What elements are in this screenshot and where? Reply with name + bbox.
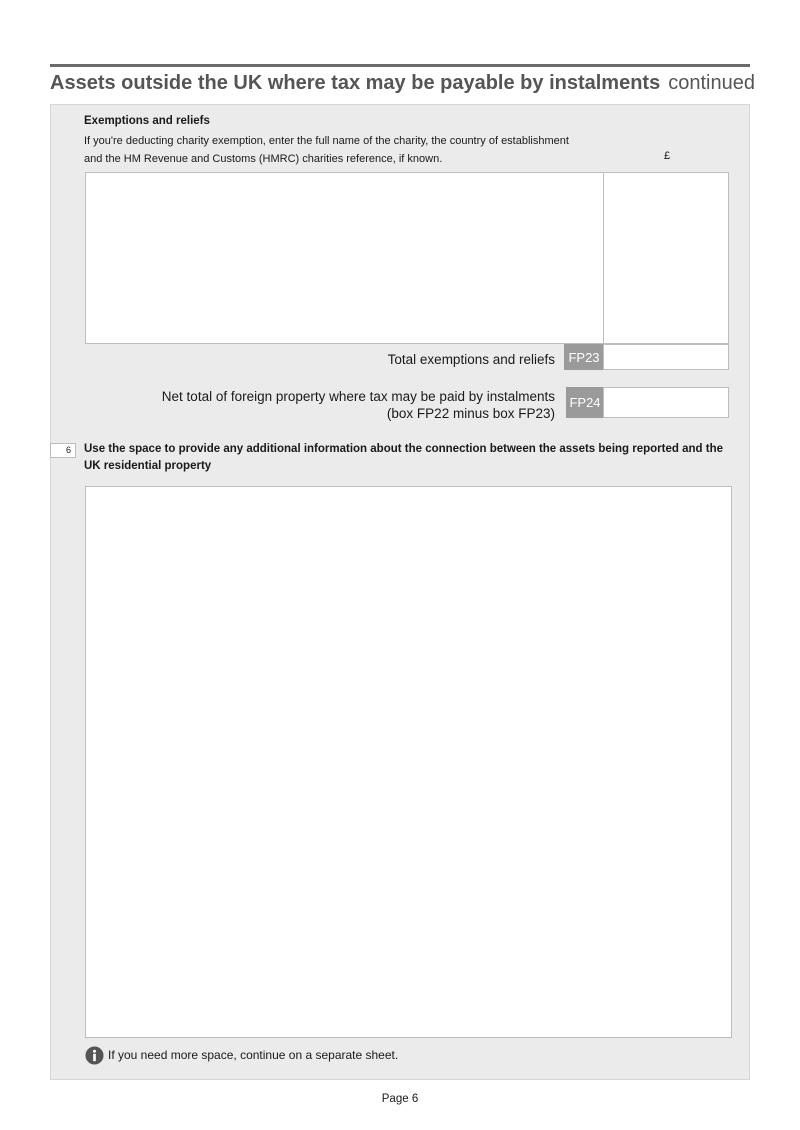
instruction-line-2: and the HM Revenue and Customs (HMRC) charities reference, if known. [84, 153, 443, 165]
title-suffix: continued [668, 72, 755, 94]
fp24-field[interactable] [603, 387, 729, 418]
net-total-label [162, 388, 555, 422]
instruction-line-1: If you're deducting charity exemption, enter the full name of the charity, the country of establishment [84, 135, 569, 147]
fp23-code: FP23 [564, 344, 604, 370]
title-main: Assets outside the UK where tax may be payable by instalments [50, 72, 661, 94]
charity-details-field[interactable] [85, 172, 604, 344]
top-rule [50, 64, 750, 67]
total-exemptions-label: Total exemptions and reliefs [387, 352, 555, 367]
exemptions-heading: Exemptions and reliefs [84, 115, 210, 127]
charity-amount-field[interactable] [603, 172, 729, 344]
page-title [50, 72, 755, 95]
question-number: 6 [50, 443, 76, 458]
question-text: Use the space to provide any additional information about the connection between the assets being reported and the UK residential property [84, 443, 723, 472]
fp24-code: FP24 [566, 387, 604, 418]
additional-info-field[interactable] [85, 486, 732, 1038]
net-total-label-line-2: (box FP22 minus box FP23) [386, 406, 555, 421]
info-icon [85, 1046, 104, 1065]
info-note: If you need more space, continue on a separate sheet. [108, 1048, 399, 1062]
currency-label: £ [664, 150, 671, 162]
exemptions-instructions [84, 132, 644, 168]
net-total-label-line-1: Net total of foreign property where tax may be paid by instalments [161, 389, 555, 404]
fp23-field[interactable] [603, 344, 729, 370]
page-number: Page 6 [381, 1093, 419, 1105]
